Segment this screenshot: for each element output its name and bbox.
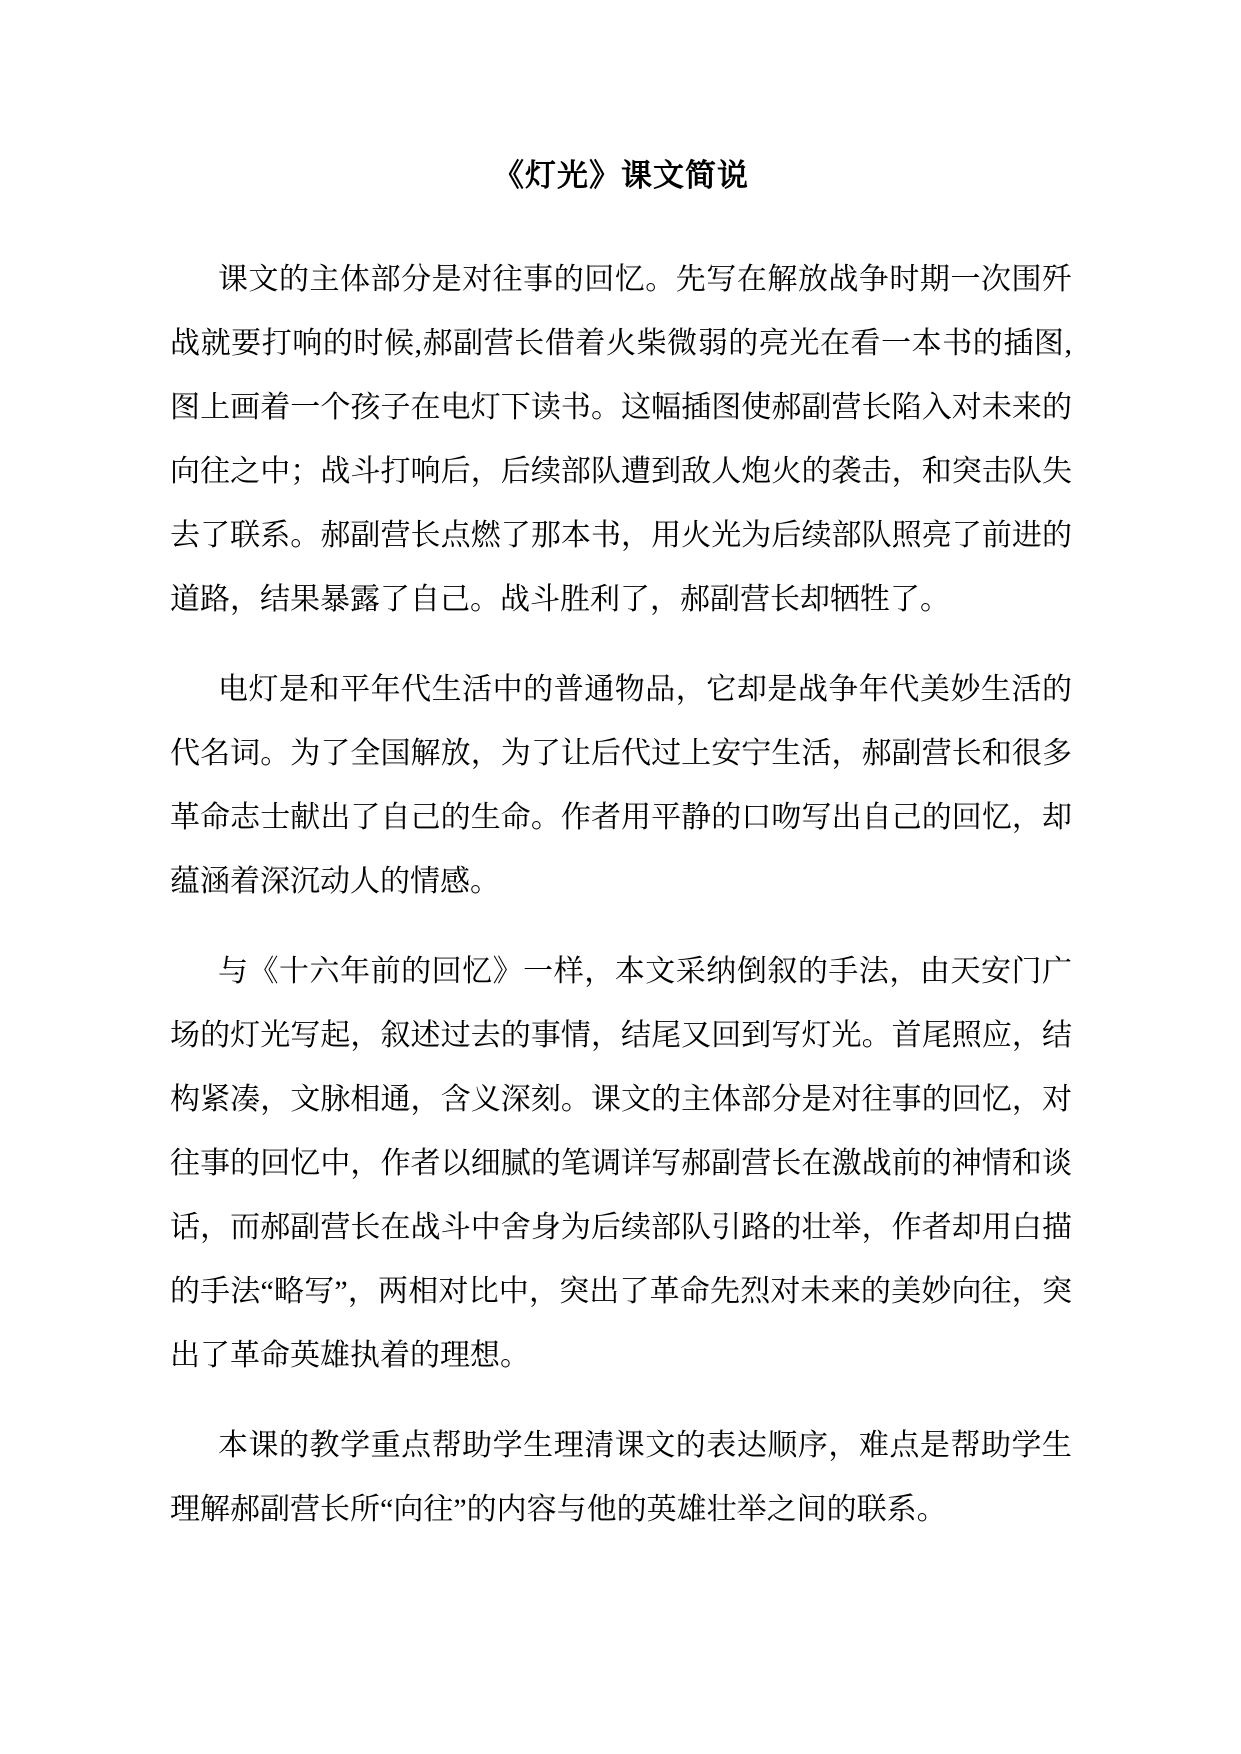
paragraph-writing-technique: 与《十六年前的回忆》一样，本文采纳倒叙的手法，由天安门广场的灯光写起，叙述过去的事情，结尾又回到写灯光。首尾照应，结构紧凑，文脉相通，含义深刻。课文的主体部分是对往事的回忆，对往事的回忆中，作者以细腻的笔调详写郝副营长在激战前的神情和谈话，而郝副营长在战斗中舍身为后续部队引路的壮举，作者却用白描的手法“略写”，两相对比中，突出了革命先烈对未来的美妙向往，突出了革命英雄执着的理想。	[170, 955, 1072, 1372]
document-title: 《灯光》课文简说	[493, 158, 749, 193]
paragraph-lamp-meaning: 电灯是和平年代生活中的普通物品，它却是战争年代美妙生活的代名词。为了全国解放，为了让后代过上安宁生活，郝副营长和很多革命志士献出了自己的生命。作者用平静的口吻写出自己的回忆，却蕴涵着深沉动人的情感。	[170, 673, 1072, 898]
paragraph-teaching-focus: 本课的教学重点帮助学生理清课文的表达顺序，难点是帮助学生理解郝副营长所“向往”的内容与他的英雄壮举之间的联系。	[170, 1429, 1072, 1526]
paragraph-summary: 课文的主体部分是对往事的回忆。先写在解放战争时期一次围歼战就要打响的时候,郝副营长借着火柴微弱的亮光在看一本书的插图,图上画着一个孩子在电灯下读书。这幅插图使郝副营长陷入对未来的向往之中；战斗打响后，后续部队遭到敌人炮火的袭击，和突击队失去了联系。郝副营长点燃了那本书，用火光为后续部队照亮了前进的道路，结果暴露了自己。战斗胜利了，郝副营长却牺牲了。	[170, 263, 1072, 616]
